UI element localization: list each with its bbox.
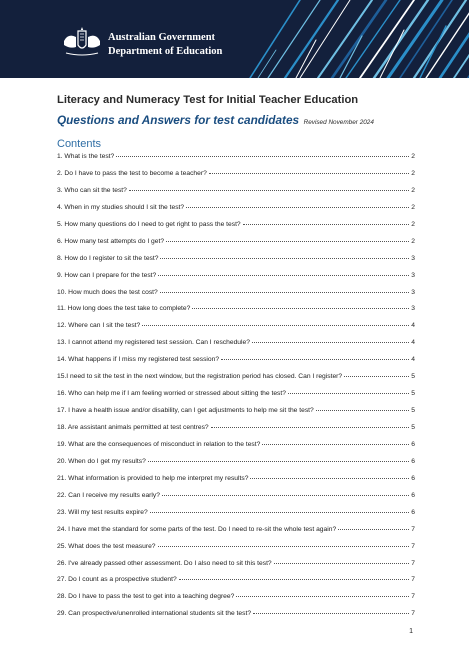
toc-question: 24. I have met the standard for some parts of the test. Do I need to re-sit the whole test again? <box>57 525 337 533</box>
toc-page-number: 3 <box>411 254 415 262</box>
toc-leader-dots <box>338 529 409 530</box>
toc-leader-dots <box>274 563 410 564</box>
toc-question: 27. Do I count as a prospective student? <box>57 576 177 584</box>
toc-entry[interactable] <box>57 610 415 627</box>
toc-page-number: 6 <box>411 474 415 482</box>
toc-leader-dots <box>221 359 409 360</box>
toc-page-number: 7 <box>411 542 415 550</box>
toc-page-number: 7 <box>411 576 415 584</box>
table-of-contents <box>57 153 415 627</box>
toc-page-number: 5 <box>411 390 415 398</box>
toc-leader-dots <box>209 173 409 174</box>
toc-page-number: 4 <box>411 356 415 364</box>
toc-question: 29. Can prospective/unenrolled international students sit the test? <box>57 610 252 618</box>
toc-question: 14. What happens if I miss my registered test session? <box>57 356 220 364</box>
toc-leader-dots <box>316 410 410 411</box>
toc-question: 28. Do I have to pass the test to get into a teaching degree? <box>57 593 235 601</box>
toc-leader-dots <box>179 579 410 580</box>
toc-question: 21. What information is provided to help me interpret my results? <box>57 474 249 482</box>
toc-entry[interactable] <box>57 289 415 306</box>
toc-page-number: 3 <box>411 271 415 279</box>
toc-entry[interactable] <box>57 373 415 390</box>
toc-question: 22. Can I receive my results early? <box>57 491 160 499</box>
toc-leader-dots <box>211 427 410 428</box>
toc-question: 10. How much does the test cost? <box>57 288 158 296</box>
toc-leader-dots <box>158 275 409 276</box>
document-title: Literacy and Numeracy Test for Initial Teacher Education <box>57 94 359 106</box>
toc-page-number: 7 <box>411 559 415 567</box>
toc-question: 16. Who can help me if I am feeling worried or stressed about sitting the test? <box>57 390 286 398</box>
toc-entry[interactable] <box>57 576 415 593</box>
toc-entry[interactable] <box>57 475 415 492</box>
banner-stripe <box>318 0 372 78</box>
toc-page-number: 4 <box>411 339 415 347</box>
toc-leader-dots <box>253 613 409 614</box>
revision-date: Revised November 2024 <box>303 119 374 126</box>
toc-entry[interactable] <box>57 526 415 543</box>
toc-question: 6. How many test attempts do I get? <box>57 237 165 245</box>
toc-entry[interactable] <box>57 187 415 204</box>
toc-entry[interactable] <box>57 272 415 289</box>
toc-question: 5. How many questions do I need to get right to pass the test? <box>57 220 241 228</box>
toc-leader-dots <box>288 393 409 394</box>
toc-question: 13. I cannot attend my registered test session. Can I reschedule? <box>57 339 250 347</box>
toc-leader-dots <box>262 444 409 445</box>
banner-stripe <box>374 0 428 78</box>
toc-page-number: 2 <box>411 169 415 177</box>
toc-entry[interactable] <box>57 593 415 610</box>
toc-leader-dots <box>162 495 409 496</box>
toc-entry[interactable] <box>57 390 415 407</box>
toc-entry[interactable] <box>57 238 415 255</box>
toc-leader-dots <box>160 292 410 293</box>
toc-question: 25. What does the test measure? <box>57 542 156 550</box>
toc-question: 26. I've already passed other assessment. Do I also need to sit this test? <box>57 559 272 567</box>
toc-entry[interactable] <box>57 356 415 373</box>
toc-entry[interactable] <box>57 441 415 458</box>
toc-page-number: 6 <box>411 440 415 448</box>
toc-page-number: 4 <box>411 322 415 330</box>
toc-page-number: 6 <box>411 491 415 499</box>
page-number: 1 <box>409 628 413 635</box>
toc-page-number: 6 <box>411 457 415 465</box>
toc-question: 8. How do I register to sit the test? <box>57 254 159 262</box>
toc-entry[interactable] <box>57 560 415 577</box>
toc-page-number: 2 <box>411 153 415 160</box>
gov-line-1: Australian Government <box>108 32 216 43</box>
toc-question: 9. How can I prepare for the test? <box>57 271 157 279</box>
toc-entry[interactable] <box>57 339 415 356</box>
government-wordmark <box>108 31 222 59</box>
toc-entry[interactable] <box>57 424 415 441</box>
toc-page-number: 6 <box>411 508 415 516</box>
toc-question: 20. When do I get my results? <box>57 457 146 465</box>
toc-leader-dots <box>344 376 409 377</box>
document-subtitle <box>57 111 374 129</box>
toc-entry[interactable] <box>57 492 415 509</box>
toc-entry[interactable] <box>57 204 415 221</box>
toc-leader-dots <box>250 478 409 479</box>
coat-of-arms-icon <box>58 27 106 57</box>
toc-leader-dots <box>158 546 410 547</box>
banner-stripe <box>360 0 414 78</box>
toc-question: 1. What is the test? <box>57 153 115 160</box>
toc-leader-dots <box>186 207 409 208</box>
toc-entry[interactable] <box>57 322 415 339</box>
toc-leader-dots <box>236 596 409 597</box>
toc-leader-dots <box>116 156 409 157</box>
gov-line-2: Department of Education <box>108 46 223 57</box>
toc-question: 18. Are assistant animals permitted at test centres? <box>57 424 209 431</box>
banner-stripe <box>346 0 400 78</box>
toc-page-number: 5 <box>411 424 415 431</box>
toc-question: 17. I have a health issue and/or disability, can I get adjustments to help me sit the test? <box>57 407 314 415</box>
toc-page-number: 3 <box>411 288 415 296</box>
toc-entry[interactable] <box>57 255 415 272</box>
toc-entry[interactable] <box>57 305 415 322</box>
toc-question: 11. How long does the test take to complete? <box>57 305 191 313</box>
banner-stripe <box>258 50 276 78</box>
toc-leader-dots <box>160 258 409 259</box>
toc-page-number: 2 <box>411 186 415 194</box>
toc-page-number: 3 <box>411 305 415 313</box>
toc-page-number: 2 <box>411 203 415 211</box>
toc-question: 2. Do I have to pass the test to become a teacher? <box>57 169 207 177</box>
toc-question: 4. When in my studies should I sit the test? <box>57 203 185 211</box>
header-banner <box>0 0 469 78</box>
toc-entry[interactable] <box>57 543 415 560</box>
toc-leader-dots <box>148 461 409 462</box>
toc-entry[interactable] <box>57 221 415 238</box>
toc-page-number: 7 <box>411 525 415 533</box>
toc-page-number: 7 <box>411 610 415 618</box>
toc-page-number: 2 <box>411 220 415 228</box>
toc-question: 23. Will my test results expire? <box>57 508 148 516</box>
toc-page-number: 2 <box>411 237 415 245</box>
toc-leader-dots <box>252 342 409 343</box>
toc-leader-dots <box>243 224 410 225</box>
toc-question: 19. What are the consequences of misconduct in relation to the test? <box>57 440 261 448</box>
contents-heading: Contents <box>57 138 102 150</box>
toc-page-number: 5 <box>411 407 415 415</box>
toc-entry[interactable] <box>57 153 415 170</box>
toc-page-number: 5 <box>411 373 415 381</box>
toc-entry[interactable] <box>57 170 415 187</box>
toc-question: 15.I need to sit the test in the next window, but the registration period has closed. Can I register? <box>57 373 343 381</box>
toc-entry[interactable] <box>57 458 415 475</box>
toc-leader-dots <box>142 325 409 326</box>
banner-stripe <box>332 0 386 78</box>
banner-stripe <box>420 26 446 78</box>
toc-page-number: 7 <box>411 593 415 601</box>
toc-leader-dots <box>192 308 409 309</box>
toc-question: 3. Who can sit the test? <box>57 186 127 194</box>
toc-leader-dots <box>129 190 409 191</box>
subtitle-text: Questions and Answers for test candidates <box>57 113 300 127</box>
toc-entry[interactable] <box>57 509 415 526</box>
toc-question: 12. Where can I sit the test? <box>57 322 141 330</box>
toc-leader-dots <box>166 241 409 242</box>
toc-entry[interactable] <box>57 407 415 424</box>
toc-leader-dots <box>150 512 410 513</box>
